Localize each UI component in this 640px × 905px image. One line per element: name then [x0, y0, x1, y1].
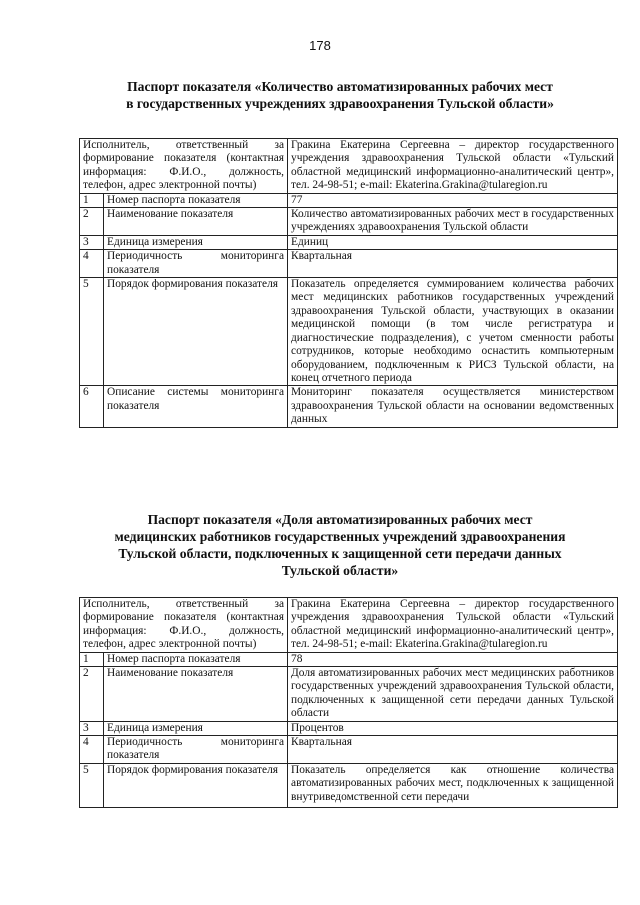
- title-line: Паспорт показателя «Количество автоматизированных рабочих мест: [127, 79, 553, 94]
- passport-table-77: [79, 138, 618, 428]
- table-row: [80, 667, 618, 722]
- row-number: 5: [80, 278, 104, 386]
- row-name: Единица измерения: [104, 235, 288, 249]
- table-row: [80, 652, 618, 666]
- executor-label: Исполнитель, ответственный за формирование показателя (контактная информация: Ф.И.О., должность, телефон, адрес электронной почты): [80, 598, 288, 653]
- table-row: [80, 386, 618, 427]
- row-number: 6: [80, 386, 104, 427]
- row-name: Наименование показателя: [104, 667, 288, 722]
- row-value: Показатель определяется суммированием количества рабочих мест медицинских работников государственных учреждений здравоохранения Тульской области, участвующих в оказании медицинской помощи (в том числе регистратура и диагностические подразделения), с учетом сменности работы сотрудников, которые необходимо оснастить компьютерным оборудованием, подключенным к РИСЗ Тульской области, на конец отчетного периода: [288, 278, 618, 386]
- table-row: [80, 139, 618, 194]
- table-row: [80, 250, 618, 278]
- page-number: 178: [309, 38, 331, 53]
- row-number: 4: [80, 250, 104, 278]
- passport-table-78: [79, 597, 618, 808]
- row-value-cell: [288, 763, 618, 807]
- table-row: [80, 763, 618, 807]
- row-value: Количество автоматизированных рабочих мест в государственных учреждениях здравоохранения Тульской области: [288, 208, 618, 236]
- executor-value: Гракина Екатерина Сергеевна – директор государственного учреждения здравоохранения Тульской области «Тульский областной медицинский информационно-аналитический центр», тел. 24-98-51; e-mail: Ekaterina.Grakina@tularegion.ru: [288, 139, 618, 194]
- row-name: Порядок формирования показателя: [104, 278, 288, 386]
- row-name: Порядок формирования показателя: [104, 763, 288, 807]
- row-number: 1: [80, 652, 104, 666]
- row-number: 2: [80, 667, 104, 722]
- row-value: Процентов: [288, 721, 618, 735]
- passport-title-78: [80, 511, 600, 579]
- title-line: Тульской области, подключенных к защищенной сети передачи данных: [118, 546, 562, 561]
- table-row: [80, 278, 618, 386]
- title-line: Паспорт показателя «Доля автоматизированных рабочих мест: [147, 512, 533, 527]
- row-value: Единиц: [288, 235, 618, 249]
- row-number: 3: [80, 721, 104, 735]
- title-line: Тульской области»: [281, 563, 399, 578]
- row-value: 77: [288, 193, 618, 207]
- row-name: Периодичность мониторинга показателя: [104, 250, 288, 278]
- table-row: [80, 598, 618, 653]
- table-row: [80, 193, 618, 207]
- row-number: 5: [80, 763, 104, 807]
- row-value: Доля автоматизированных рабочих мест медицинских работников государственных учреждений здравоохранения Тульской области, подключенных к защищенной сети передачи данных Тульской области: [288, 667, 618, 722]
- passport-title-77: [80, 78, 600, 112]
- row-number: 1: [80, 193, 104, 207]
- row-name: Периодичность мониторинга показателя: [104, 736, 288, 764]
- row-name: Номер паспорта показателя: [104, 193, 288, 207]
- row-number: 2: [80, 208, 104, 236]
- title-line: в государственных учреждениях здравоохранения Тульской области»: [126, 96, 554, 111]
- row-value: Квартальная: [288, 250, 618, 278]
- row-number: 4: [80, 736, 104, 764]
- executor-label: Исполнитель, ответственный за формирование показателя (контактная информация: Ф.И.О., должность, телефон, адрес электронной почты): [80, 139, 288, 194]
- row-number: 3: [80, 235, 104, 249]
- title-line: медицинских работников государственных учреждений здравоохранения: [114, 529, 566, 544]
- row-name: Описание системы мониторинга показателя: [104, 386, 288, 427]
- row-value: Квартальная: [288, 736, 618, 764]
- table-row: [80, 736, 618, 764]
- row-value: Мониторинг показателя осуществляется министерством здравоохранения Тульской области на основании ведомственных данных: [288, 386, 618, 427]
- row-name: Единица измерения: [104, 721, 288, 735]
- row-value: 78: [288, 652, 618, 666]
- table-row: [80, 235, 618, 249]
- executor-value: Гракина Екатерина Сергеевна – директор государственного учреждения здравоохранения Тульской области «Тульский областной медицинский информационно-аналитический центр», тел. 24-98-51; e-mail: Ekaterina.Grakina@tularegion.ru: [288, 598, 618, 653]
- row-name: Номер паспорта показателя: [104, 652, 288, 666]
- row-name: Наименование показателя: [104, 208, 288, 236]
- table-row: [80, 208, 618, 236]
- table-row: [80, 721, 618, 735]
- row-value: Показатель определяется как отношение количества автоматизированных рабочих мест, подключенных к защищенной внутриведомственной сети передачи: [291, 763, 615, 803]
